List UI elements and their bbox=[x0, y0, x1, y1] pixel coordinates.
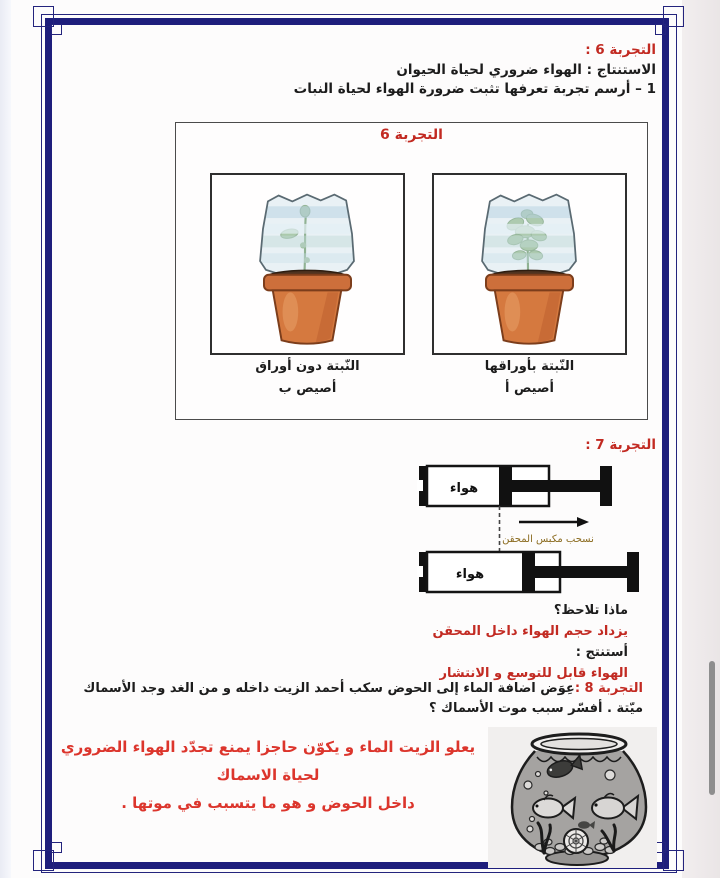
fishbowl-figure bbox=[488, 727, 657, 868]
scrollbar-thumb[interactable] bbox=[709, 661, 715, 795]
flower-pot bbox=[486, 270, 573, 343]
plant-card-right bbox=[432, 173, 627, 355]
plant-card-left bbox=[210, 173, 405, 355]
pot-caption-right-line1: النّبتة بأوراقها bbox=[484, 359, 575, 374]
exp6-task-line: 1 – أرسم تجربة تعرفها تثبت ضرورة الهواء لحياة النبات bbox=[293, 81, 656, 97]
frame-corner-ornament bbox=[655, 24, 666, 35]
exp8-title: التجربة 8 : bbox=[574, 681, 643, 696]
observation-line: يزداد حجم الهواء داخل المحقن bbox=[432, 624, 628, 639]
exp8-answer bbox=[58, 733, 478, 817]
plastic-bag bbox=[260, 195, 354, 276]
exp8-answer-line2: داخل الحوض و هو ما يتسبب في موتها . bbox=[121, 794, 415, 812]
question-line: ماذا تلاحظ؟ bbox=[553, 603, 628, 618]
frame-corner-ornament bbox=[33, 850, 54, 871]
syringe-1 bbox=[417, 466, 612, 506]
conclude-label: أستنتج : bbox=[575, 645, 628, 660]
pot-caption-left-line1: النّبتة دون أوراق bbox=[255, 359, 360, 374]
plant-pot-leafy-drawing bbox=[434, 175, 625, 353]
frame-corner-ornament bbox=[51, 24, 62, 35]
exp8-statement: عِوَض اضافة الماء إلى الحوض سكب أحمد الزيت داخله و من الغد وجد الأسماك bbox=[83, 681, 575, 696]
exp6-title: التجربة 6 : bbox=[585, 42, 656, 58]
observation-block bbox=[432, 600, 628, 684]
figure6-box bbox=[175, 122, 648, 420]
exp7-title: التجربة 7 : bbox=[585, 437, 656, 453]
exp8-block bbox=[83, 679, 643, 718]
pot-caption-left-line2: أصيص ب bbox=[278, 381, 337, 396]
syringe-2 bbox=[417, 552, 639, 592]
exp8-answer-line1: يعلو الزيت الماء و يكوّن حاجزا يمنع تجدّد الهواء الضروري لحياة الاسماك bbox=[60, 738, 476, 784]
shell bbox=[564, 829, 588, 853]
frame-corner-ornament bbox=[663, 850, 684, 871]
plastic-bag bbox=[482, 195, 576, 276]
bowl-rim-inner bbox=[541, 739, 617, 750]
pull-arrow bbox=[519, 517, 589, 527]
flower-pot bbox=[264, 270, 351, 343]
syringes-figure bbox=[398, 458, 648, 594]
pot-caption-right-line2: أصيص أ bbox=[504, 381, 555, 396]
scan-edge-left bbox=[0, 0, 11, 878]
figure6-title: التجربة 6 bbox=[380, 127, 443, 143]
air-label-1: هواء bbox=[449, 481, 479, 496]
action-caption: نسحب مكبس المحقن bbox=[502, 534, 594, 545]
intro-block bbox=[294, 41, 656, 100]
exp8-statement-line2: ميّتة . أفسّر سبب موت الأسماك ؟ bbox=[428, 700, 643, 716]
pot-caption-right bbox=[432, 359, 627, 396]
air-label-2: هواء bbox=[455, 567, 485, 582]
conclusion-line: الهواء قابل للتوسع و الانتشار bbox=[439, 666, 628, 681]
exp6-conclusion-line: الاستنتاج : الهواء ضروري لحياة الحيوان bbox=[396, 61, 656, 78]
pot-caption-left bbox=[210, 359, 405, 396]
frame-corner-ornament bbox=[51, 842, 62, 853]
plant-pot-sparse-drawing bbox=[212, 175, 403, 353]
exp8-statement-line bbox=[83, 679, 643, 699]
frame-corner-ornament bbox=[663, 6, 684, 27]
